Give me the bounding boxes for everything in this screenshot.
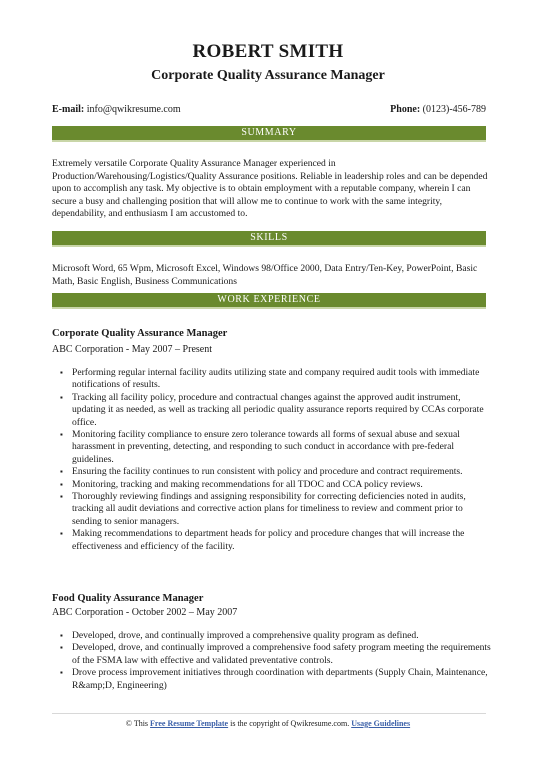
email-block: [52, 104, 181, 115]
list-item: ▪ Ensuring the facility continues to run consistent with policy and procedure and contract requirements.: [52, 466, 492, 478]
summary-text: Extremely versatile Corporate Quality Assurance Manager experienced in Production/Warehousing/Logistics/Quality Assurance positions. Reliable in leadership roles and can be depended upon to accomplish any task. My objective is to obtain employment with a reputable company, wherein I can secure a busy and challenging position that will allow me to continue to work with the same integrity, dependability, and enthusiasm I am accustomed to.: [52, 158, 488, 219]
free-resume-template-link[interactable]: Free Resume Template: [150, 719, 229, 728]
summary-heading: SUMMARY: [52, 126, 486, 142]
job-company-dates: ABC Corporation - May 2007 – Present: [52, 344, 212, 355]
footer: [0, 719, 536, 728]
job-title: Corporate Quality Assurance Manager: [52, 328, 228, 339]
job-company-dates: ABC Corporation - October 2002 – May 2007: [52, 607, 238, 618]
candidate-name: ROBERT SMITH: [192, 41, 344, 62]
footer-middle: is the copyright of Qwikresume.com.: [228, 719, 352, 728]
skills-heading: SKILLS: [52, 231, 486, 247]
list-item: ▪ Developed, drove, and continually improved a comprehensive food safety program meeting the requirements of the FSMA law with effective and validated preventative controls.: [52, 642, 492, 667]
list-item: ▪ Making recommendations to department heads for policy and procedure changes that will increase the effectiveness and efficiency of the facility.: [52, 528, 492, 553]
skills-text: Microsoft Word, 65 Wpm, Microsoft Excel, Windows 98/Office 2000, Data Entry/Ten-Key, PowerPoint, Basic Math, Basic English, Business Communications: [52, 263, 478, 287]
phone-label: Phone:: [390, 104, 421, 115]
email-label: E-mail:: [52, 104, 85, 115]
job-bullet-list: [52, 630, 492, 692]
work-experience-heading: WORK EXPERIENCE: [52, 293, 486, 309]
email-value[interactable]: info@qwikresume.com: [86, 104, 181, 115]
job-bullet-list: [52, 367, 492, 553]
footer-divider: [52, 713, 486, 714]
list-item: ▪ Performing regular internal facility audits utilizing state and company required audit tools with immediate notifications of results.: [52, 367, 492, 392]
job-title: Food Quality Assurance Manager: [52, 593, 204, 604]
list-item: ▪ Monitoring facility compliance to ensure zero tolerance towards all forms of sexual abuse and sexual harassment in preventing, detecting, and responding to such conduct in accordance with pre-federal guidelines.: [52, 429, 492, 466]
list-item: ▪ Tracking all facility policy, procedure and contractual changes against the approved audit instrument, updating it as needed, as well as tracking all periodic quality assurance reports required by CCAs corporate office.: [52, 392, 492, 429]
phone-block: [390, 104, 486, 115]
phone-value: (0123)-456-789: [422, 104, 486, 115]
list-item: ▪ Drove process improvement initiatives through coordination with departments (Supply Chain, Maintenance, R&amp;D, Engineering): [52, 667, 492, 692]
list-item: ▪ Thoroughly reviewing findings and assigning responsibility for correcting deficiencies noted in audits, tracking all audit deviations and corrective action plans for timeliness to review and comment prior to sending to senior managers.: [52, 491, 492, 528]
footer-prefix: © This: [125, 719, 151, 728]
list-item: ▪ Developed, drove, and continually improved a comprehensive quality program as defined.: [52, 630, 492, 642]
usage-guidelines-link[interactable]: Usage Guidelines: [351, 719, 411, 728]
candidate-title: Corporate Quality Assurance Manager: [151, 68, 385, 83]
list-item: ▪ Monitoring, tracking and making recommendations for all TDOC and CCA policy reviews.: [52, 479, 492, 491]
